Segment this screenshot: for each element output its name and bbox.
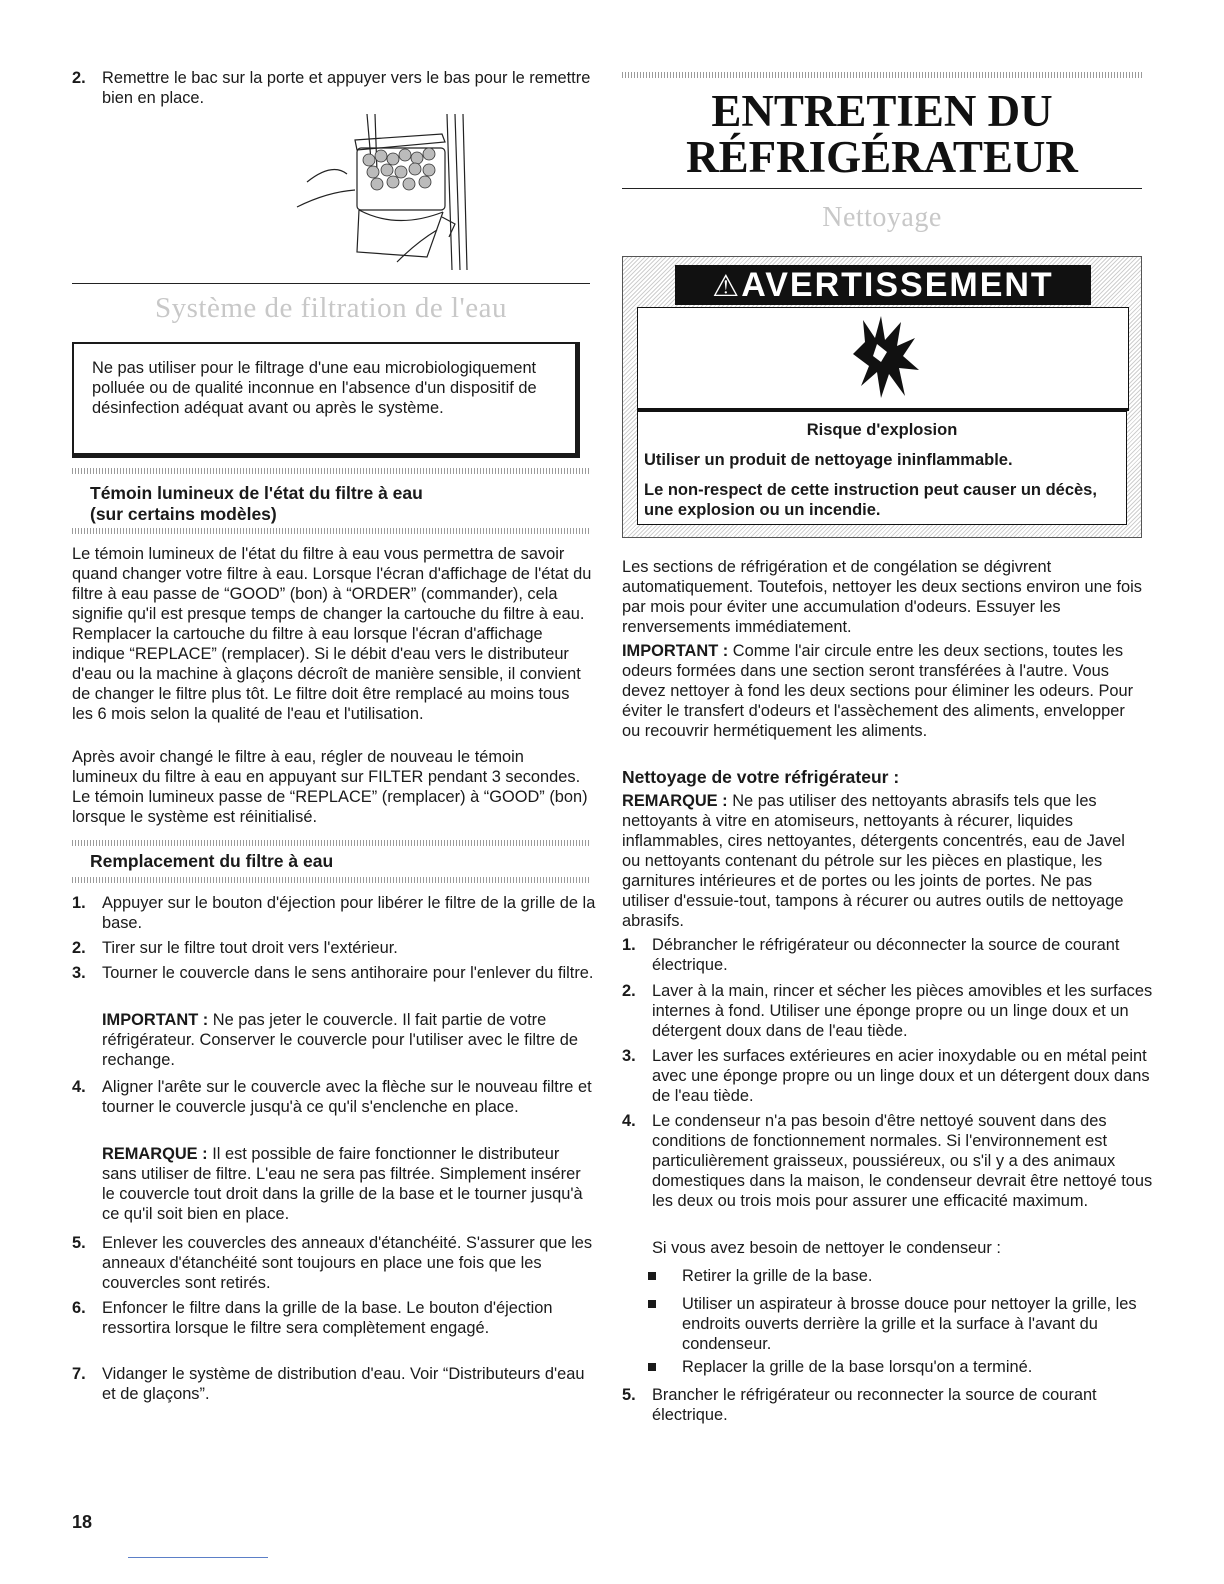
step-text: Appuyer sur le bouton d'éjection pour libérer le filtre de la grille de la base. bbox=[102, 894, 596, 932]
step-text: Vidanger le système de distribution d'eau. Voir “Distributeurs d'eau et de glaçons”. bbox=[102, 1365, 585, 1403]
page-title-line2: RÉFRIGÉRATEUR bbox=[686, 132, 1078, 182]
replacement-heading: Remplacement du filtre à eau bbox=[90, 851, 334, 871]
step-number: 7. bbox=[72, 1365, 86, 1383]
warning-box bbox=[72, 342, 580, 458]
filter-step-1 bbox=[72, 893, 602, 933]
step-number: 3. bbox=[72, 964, 86, 982]
step-text: Enfoncer le filtre dans la grille de la base. Le bouton d'éjection ressortira lorsque le filtre sera complètement engagé. bbox=[102, 1299, 553, 1337]
hatch-divider bbox=[72, 877, 590, 883]
step-number: 2. bbox=[72, 939, 86, 957]
step-4-note bbox=[102, 1144, 592, 1224]
step-text: Laver à la main, rincer et sécher les pièces amovibles et les surfaces internes à fond. Utiliser une éponge propre ou un linge doux et un détergent doux dans de l'eau tiède. bbox=[652, 982, 1153, 1040]
box-text: Ne pas utiliser pour le filtrage d'une eau microbiologiquement polluée ou de qualité inconnue en l'absence d'un dispositif de désinfection adéquat avant ou après le système. bbox=[92, 359, 537, 417]
hatch-divider bbox=[72, 468, 590, 474]
note-text: Ne pas jeter le couvercle. Il fait partie de votre réfrigérateur. Conserver le couvercle pour l'utiliser avec le filtre de rechange. bbox=[102, 1011, 578, 1069]
cleaning-paragraph-2 bbox=[622, 641, 1142, 741]
warning-panel bbox=[622, 256, 1142, 538]
page-title-line1: ENTRETIEN DU bbox=[711, 86, 1053, 136]
step-number: 3. bbox=[622, 1047, 636, 1065]
condenser-bullet-2 bbox=[622, 1294, 1182, 1354]
page-number: 18 bbox=[72, 1512, 93, 1532]
step-number: 1. bbox=[622, 936, 636, 954]
step-number: 4. bbox=[622, 1112, 636, 1130]
bullet-square-icon bbox=[648, 1363, 656, 1371]
ice-bin-illustration bbox=[277, 112, 487, 272]
warning-header-text: AVERTISSEMENT bbox=[741, 266, 1054, 304]
note-label: REMARQUE : bbox=[622, 792, 728, 810]
step-text: Remettre le bac sur la porte et appuyer vers le bas pour le remettre bien en place. bbox=[102, 69, 591, 107]
step-number: 2. bbox=[622, 982, 636, 1000]
note-label: IMPORTANT : bbox=[102, 1011, 209, 1029]
cleaning-step-5 bbox=[622, 1385, 1162, 1425]
warning-line-1: Utiliser un produit de nettoyage ininflammable. bbox=[644, 451, 1013, 469]
footer-blue-rule bbox=[128, 1557, 268, 1558]
cleaning-subheading: Nettoyage de votre réfrigérateur : bbox=[622, 767, 900, 787]
step-number: 6. bbox=[72, 1299, 86, 1317]
step-text: Tirer sur le filtre tout droit vers l'extérieur. bbox=[102, 939, 398, 957]
condenser-bullet-3 bbox=[622, 1357, 1182, 1377]
indicator-heading-line1: Témoin lumineux de l'état du filtre à eau bbox=[90, 483, 423, 503]
step-number: 2. bbox=[72, 69, 86, 87]
warning-icon-area bbox=[637, 307, 1129, 411]
step-3-note bbox=[102, 1010, 592, 1070]
step-number: 1. bbox=[72, 894, 86, 912]
cleaning-paragraph-3 bbox=[622, 791, 1142, 931]
warning-header bbox=[675, 265, 1091, 305]
bullet-text: Replacer la grille de la base lorsqu'on a terminé. bbox=[682, 1358, 1033, 1376]
hatch-divider bbox=[72, 840, 590, 846]
filtration-section-title: Système de filtration de l'eau bbox=[154, 292, 507, 324]
cleaning-step-2 bbox=[622, 981, 1162, 1041]
page-title bbox=[622, 88, 1142, 180]
bullet-text: Retirer la grille de la base. bbox=[682, 1267, 873, 1285]
step-text: Brancher le réfrigérateur ou reconnecter la source de courant électrique. bbox=[652, 1386, 1097, 1424]
section-divider bbox=[72, 283, 590, 284]
filter-step-2 bbox=[72, 938, 602, 958]
bullet-square-icon bbox=[648, 1272, 656, 1280]
filter-step-7 bbox=[72, 1364, 602, 1404]
step-text: Aligner l'arête sur le couvercle avec la flèche sur le nouveau filtre et tourner le couvercle jusqu'à ce qu'il s'enclenche en place. bbox=[102, 1078, 592, 1116]
warning-risk: Risque d'explosion bbox=[806, 421, 958, 439]
note-label: IMPORTANT : bbox=[622, 642, 729, 660]
filter-step-5 bbox=[72, 1233, 602, 1293]
note-text: Comme l'air circule entre les deux sections, toutes les odeurs formées dans une section seront transférées à l'autre. Vous devez nettoyer à fond les deux sections pour éliminer les odeurs. Pour éviter le transfert d'odeurs et l'assèchement des aliments, envelopper ou recouvrir hermétiquement les aliments. bbox=[622, 642, 1134, 740]
indicator-paragraph-1: Le témoin lumineux de l'état du filtre à eau vous permettra de savoir quand changer votre filtre à eau. Lorsque l'écran d'affichage de l'état du filtre à eau passe de “GOOD” (bon) à “ORDER” (commander), cela signifie qu'il est presque temps de changer la cartouche du filtre à eau. Remplacer la cartouche du filtre à eau lorsque l'écran d'affichage indique “REPLACE” (remplacer). Si le débit d'eau vers le distributeur d'eau ou la machine à glaçons décroît de manière sensible, il convient de changer le filtre plus tôt. Le filtre doit être remplacé au moins tous les 6 mois selon la qualité de l'eau et l'utilisation. bbox=[72, 545, 592, 723]
bullet-text: Utiliser un aspirateur à brosse douce pour nettoyer la grille, les endroits ouverts derrière la grille et la surface à l'avant du condenseur. bbox=[682, 1295, 1137, 1353]
note-text: Ne pas utiliser des nettoyants abrasifs tels que les nettoyants à vitre en atomiseurs, nettoyants à récurer, liquides inflammables, cires nettoyantes, détergents concentrés, eau de Javel ou nettoyants contenant du pétrole sur les pièces en plastique, les garnitures intérieures et de portes ou les joints de portes. Ne pas utiliser d'essuie-tout, tampons à récurer ou autres outils de nettoyage abrasifs. bbox=[622, 792, 1125, 930]
cleaning-step-3 bbox=[622, 1046, 1162, 1106]
step-text: Tourner le couvercle dans le sens antihoraire pour l'enlever du filtre. bbox=[102, 964, 594, 982]
note-text: Il est possible de faire fonctionner le distributeur sans utiliser de filtre. L'eau ne sera pas filtrée. Simplement insérer le couvercle tout droit dans la grille de la base et le tourner jusqu'à ce qu'il soit bien en place. bbox=[102, 1145, 583, 1223]
warning-text-area bbox=[637, 411, 1127, 525]
step-text: Laver les surfaces extérieures en acier inoxydable ou en métal peint avec une éponge propre ou un linge doux et un détergent doux dans de l'eau tiède. bbox=[652, 1047, 1150, 1105]
step-number: 4. bbox=[72, 1078, 86, 1096]
hatch-divider bbox=[72, 528, 590, 534]
step-number: 5. bbox=[72, 1234, 86, 1252]
warning-line-2: Le non-respect de cette instruction peut causer un décès, une explosion ou un incendie. bbox=[644, 481, 1097, 519]
cleaning-paragraph-1: Les sections de réfrigération et de congélation se dégivrent automatiquement. Toutefois, nettoyer les deux sections environ une fois par mois pour éviter une accumulation d'odeurs. Essuyer les renversements immédiatement. bbox=[622, 558, 1142, 636]
hatch-divider bbox=[622, 72, 1142, 78]
indicator-heading-line2: (sur certains modèles) bbox=[90, 504, 277, 524]
cleaning-step-1 bbox=[622, 935, 1162, 975]
cleaning-section-title: Nettoyage bbox=[822, 202, 942, 233]
bullet-square-icon bbox=[648, 1300, 656, 1308]
explosion-icon bbox=[843, 314, 923, 402]
filter-step-6 bbox=[72, 1298, 602, 1338]
filter-step-4 bbox=[72, 1077, 602, 1117]
indicator-paragraph-2: Après avoir changé le filtre à eau, régler de nouveau le témoin lumineux du filtre à eau en appuyant sur FILTER pendant 3 secondes. Le témoin lumineux passe de “REPLACE” (remplacer) à “GOOD” (bon) lorsque le système est réinitialisé. bbox=[72, 748, 588, 826]
warning-triangle-icon: ⚠ bbox=[712, 270, 742, 303]
condenser-bullet-1 bbox=[622, 1266, 1182, 1286]
filter-step-3 bbox=[72, 963, 602, 983]
step-text: Débrancher le réfrigérateur ou déconnecter la source de courant électrique. bbox=[652, 936, 1120, 974]
step-number: 5. bbox=[622, 1386, 636, 1404]
cleaning-step-4 bbox=[622, 1111, 1162, 1211]
step-text: Enlever les couvercles des anneaux d'étanchéité. S'assurer que les anneaux d'étanchéité sont toujours en place une fois que les couvercles sont retirés. bbox=[102, 1234, 593, 1292]
condenser-intro: Si vous avez besoin de nettoyer le condenseur : bbox=[652, 1239, 1001, 1257]
step-text: Le condenseur n'a pas besoin d'être nettoyé souvent dans des conditions de fonctionnement normales. Si l'environnement est particulièrement graisseux, poussiéreux, ou s'il y a des animaux domestiques dans la maison, le condenseur devrait être nettoyé tous les deux ou trois mois pour assurer une efficacité maximum. bbox=[652, 1112, 1153, 1210]
note-label: REMARQUE : bbox=[102, 1145, 208, 1163]
section-divider bbox=[622, 188, 1142, 189]
install-step-2 bbox=[72, 68, 602, 108]
indicator-heading bbox=[90, 483, 590, 525]
